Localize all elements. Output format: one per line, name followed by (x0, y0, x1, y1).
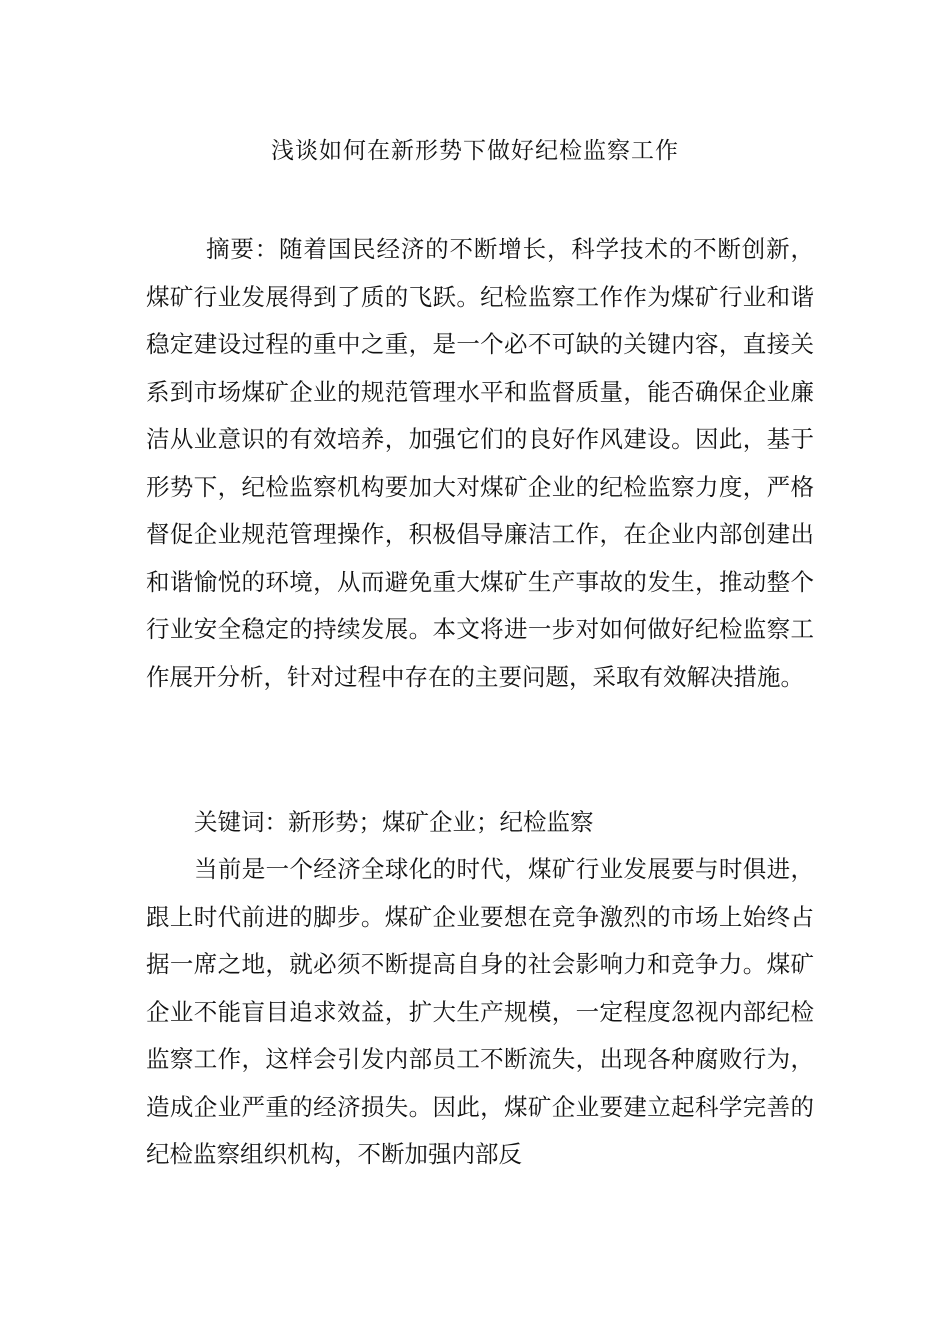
abstract-paragraph: 摘要：随着国民经济的不断增长，科学技术的不断创新，煤矿行业发展得到了质的飞跃。纪检监察工作作为煤矿行业和谐稳定建设过程的重中之重，是一个必不可缺的关键内容，直接关系到市场煤矿企业的规范管理水平和监督质量，能否确保企业廉洁从业意识的有效培养，加强它们的良好作风建设。因此，基于形势下，纪检监察机构要加大对煤矿企业的纪检监察力度，严格督促企业规范管理操作，积极倡导廉洁工作，在企业内部创建出和谐愉悦的环境，从而避免重大煤矿生产事故的发生，推动整个行业安全稳定的持续发展。本文将进一步对如何做好纪检监察工作展开分析，针对过程中存在的主要问题，采取有效解决措施。 (146, 235, 814, 691)
document-title: 浅谈如何在新形势下做好纪检监察工作 (271, 138, 679, 164)
body-paragraph: 当前是一个经济全球化的时代，煤矿行业发展要与时俱进，跟上时代前进的脚步。煤矿企业要想在竞争激烈的市场上始终占据一席之地，就必须不断提高自身的社会影响力和竞争力。煤矿企业不能盲目追求效益，扩大生产规模，一定程度忽视内部纪检监察工作，这样会引发内部员工不断流失，出现各种腐败行为，造成企业严重的经济损失。因此，煤矿企业要建立起科学完善的纪检监察组织机构，不断加强内部反 (146, 855, 814, 1168)
keywords-line: 关键词：新形势；煤矿企业；纪检监察 (194, 808, 594, 836)
